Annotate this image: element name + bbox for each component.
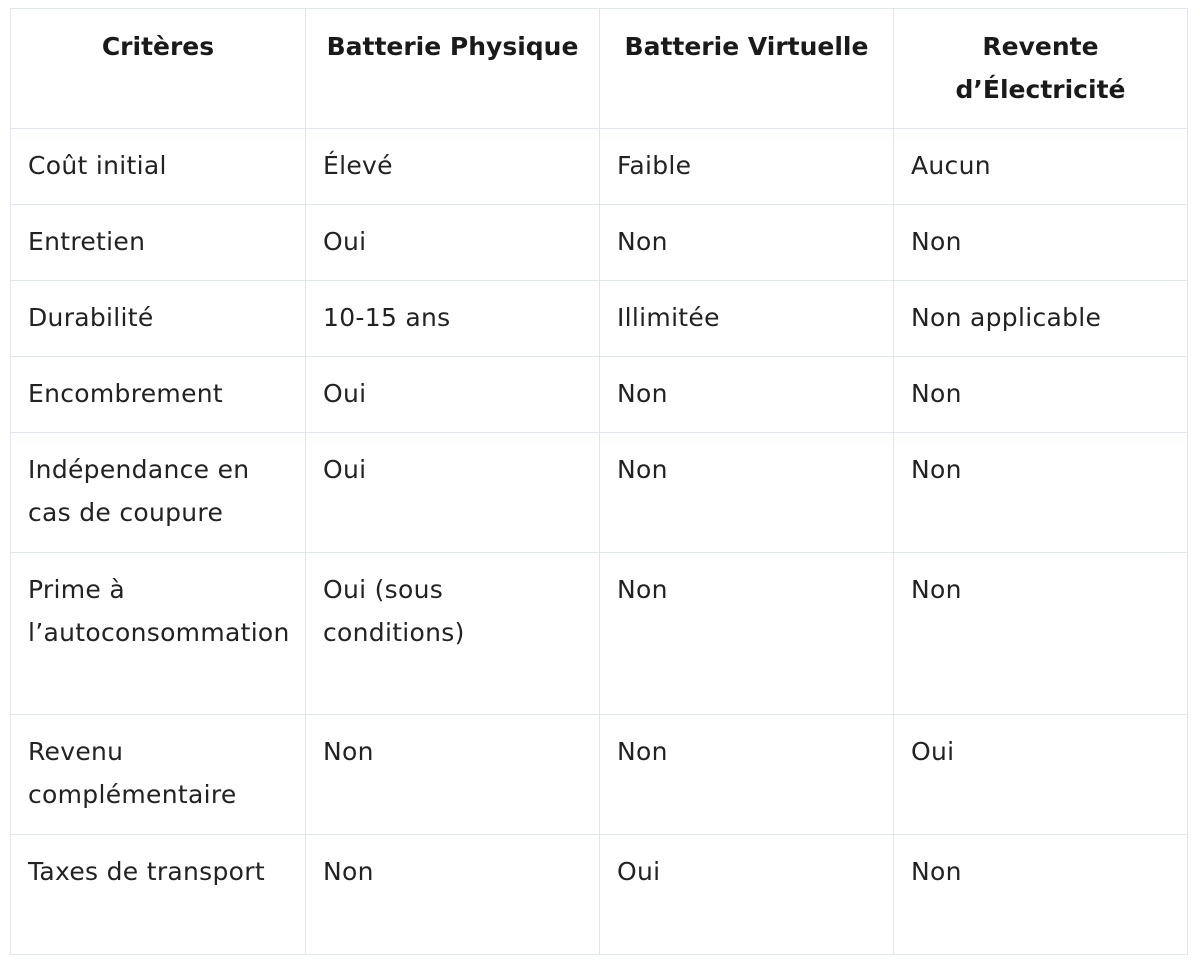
cell-criterion: Prime à l’autoconsommation: [11, 553, 306, 715]
cell-physique: Non: [306, 835, 600, 955]
cell-virtuelle: Faible: [600, 129, 894, 205]
cell-criterion: Durabilité: [11, 281, 306, 357]
cell-revente: Aucun: [894, 129, 1188, 205]
cell-revente: Non: [894, 205, 1188, 281]
table-row: [11, 357, 1188, 433]
cell-revente: Non: [894, 835, 1188, 955]
header-revente-electricite: Revente d’Électricité: [894, 9, 1188, 129]
cell-physique: Oui: [306, 433, 600, 553]
cell-virtuelle: Non: [600, 715, 894, 835]
cell-revente: Non applicable: [894, 281, 1188, 357]
cell-virtuelle: Non: [600, 433, 894, 553]
cell-revente: Non: [894, 357, 1188, 433]
table-row: [11, 129, 1188, 205]
cell-physique: Non: [306, 715, 600, 835]
cell-criterion: Entretien: [11, 205, 306, 281]
table-row: [11, 205, 1188, 281]
cell-physique: Oui: [306, 357, 600, 433]
cell-virtuelle: Oui: [600, 835, 894, 955]
table-row: [11, 553, 1188, 715]
cell-revente: Oui: [894, 715, 1188, 835]
table-row: [11, 715, 1188, 835]
cell-physique: 10-15 ans: [306, 281, 600, 357]
cell-physique: Élevé: [306, 129, 600, 205]
cell-criterion: Coût initial: [11, 129, 306, 205]
cell-physique: Oui: [306, 205, 600, 281]
comparison-table: [10, 8, 1188, 955]
cell-criterion: Revenu complémentaire: [11, 715, 306, 835]
cell-criterion: Taxes de transport: [11, 835, 306, 955]
cell-virtuelle: Non: [600, 357, 894, 433]
header-batterie-physique: Batterie Physique: [306, 9, 600, 129]
cell-virtuelle: Non: [600, 205, 894, 281]
header-criteres: Critères: [11, 9, 306, 129]
cell-criterion: Indépendance en cas de coupure: [11, 433, 306, 553]
header-batterie-virtuelle: Batterie Virtuelle: [600, 9, 894, 129]
cell-revente: Non: [894, 553, 1188, 715]
table-row: [11, 433, 1188, 553]
table-row: [11, 835, 1188, 955]
cell-virtuelle: Illimitée: [600, 281, 894, 357]
cell-revente: Non: [894, 433, 1188, 553]
table-row: [11, 281, 1188, 357]
comparison-table-container: [10, 8, 1187, 955]
cell-criterion: Encombrement: [11, 357, 306, 433]
table-header-row: [11, 9, 1188, 129]
cell-physique: Oui (sous conditions): [306, 553, 600, 715]
cell-virtuelle: Non: [600, 553, 894, 715]
